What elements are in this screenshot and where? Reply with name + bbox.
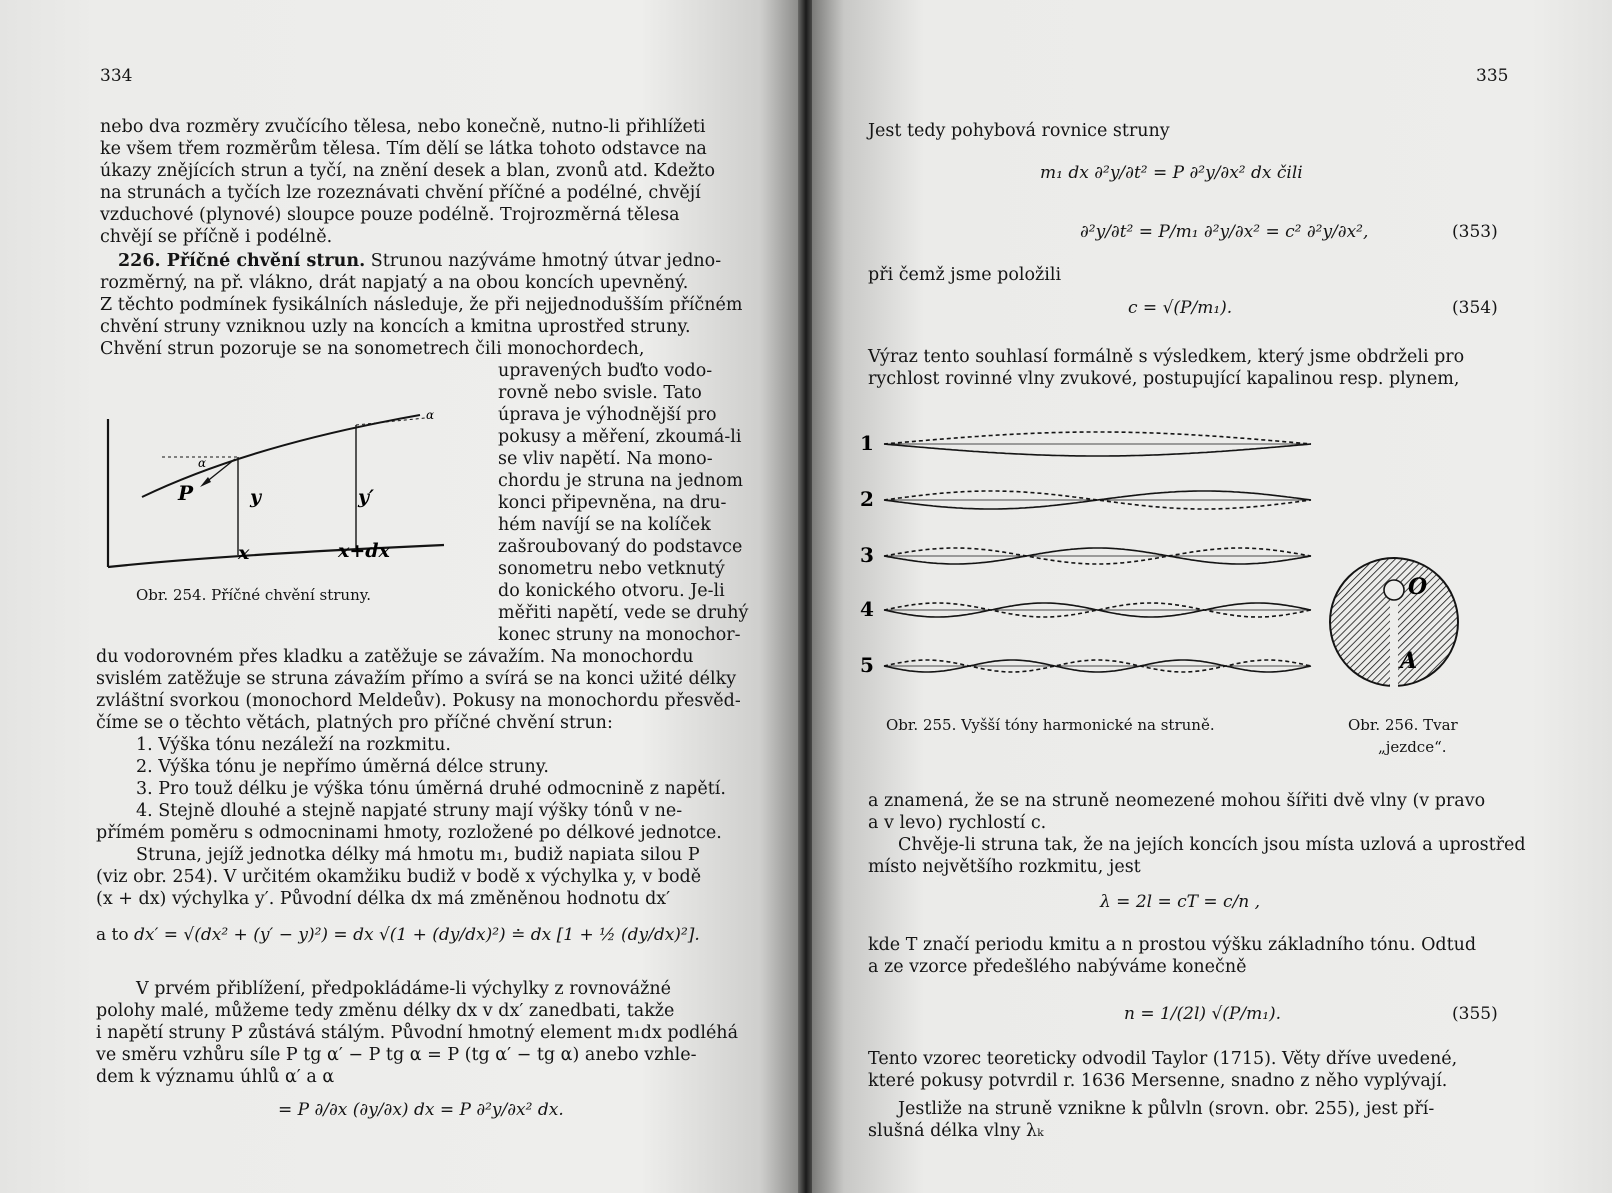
text-line: a znamená, že se na struně neomezené mohou šířiti dvě vlny (v pravo — [868, 791, 1486, 811]
law-item: 4. Stejně dlouhé a stejně napjaté struny mají výšky tónů v ne- — [136, 801, 683, 821]
harmonic-label-1: 1 — [860, 431, 874, 455]
text-line: nebo dva rozměry zvučícího tělesa, nebo konečně, nutno-li přihlížeti — [100, 117, 706, 137]
label-y-prime: y′ — [358, 486, 375, 508]
text-line: přímém poměru s odmocninami hmoty, rozložené po délkové jednotce. — [96, 823, 722, 843]
text-line: Jestliže na struně vznikne k půlvln (srovn. obr. 255), jest pří- — [898, 1099, 1435, 1119]
wrap-line: se vliv napětí. Na mono- — [498, 449, 713, 469]
text-line: ke všem třem rozměrům tělesa. Tím dělí se látka tohoto odstavce na — [100, 139, 707, 159]
figure-256-caption-line1: Obr. 256. Tvar — [1348, 716, 1458, 734]
harmonic-waves — [884, 432, 1311, 672]
equation-lambda: λ = 2l = cT = c/n , — [1100, 892, 1261, 912]
equation-354-number: (354) — [1452, 298, 1498, 318]
figure-254-caption: Obr. 254. Příčné chvění struny. — [136, 586, 371, 604]
text-line: úkazy znějících strun a tyčí, na znění desek a blan, zvonů atd. Kdežto — [100, 161, 715, 181]
wrap-line: hém navíjí se na kolíček — [498, 515, 711, 535]
text-line: (x + dx) výchylka y′. Původní délka dx má změněnou hodnotu dx′ — [96, 889, 671, 909]
wrap-line: sonometru nebo vetknutý — [498, 559, 725, 579]
equation-355-number: (355) — [1452, 1004, 1498, 1024]
label-alpha-top: α — [426, 408, 435, 422]
text-line: Struna, jejíž jednotka délky má hmotu m₁, budiž napiata silou P — [136, 845, 700, 865]
text-line: a ze vzorce předešlého nabýváme konečně — [868, 957, 1247, 977]
harmonic-1-upper — [884, 444, 1311, 456]
equation-354: c = √(P/m₁). — [1128, 298, 1233, 318]
label-alpha-left: α — [198, 456, 207, 470]
equation-353-number: (353) — [1452, 222, 1498, 242]
law-item: 2. Výška tónu je nepřímo úměrná délce struny. — [136, 757, 549, 777]
equation-motion: m₁ dx ∂²y/∂t² = P ∂²y/∂x² dx čili — [1040, 163, 1303, 183]
text-line: rychlost rovinné vlny zvukové, postupující kapalinou resp. plynem, — [868, 369, 1460, 389]
text-line: i napětí struny P zůstává stálým. Původní hmotný element m₁dx podléhá — [96, 1023, 739, 1043]
text-line: místo největšího rozkmitu, jest — [868, 857, 1141, 877]
text-line: které pokusy potvrdil r. 1636 Mersenne, snadno z něho vyplývají. — [868, 1071, 1448, 1091]
text-line: zvláštní svorkou (monochord Meldeův). Pokusy na monochordu přesvěd- — [96, 691, 741, 711]
text-line: Chvěje-li struna tak, že na jejích koncích jsou místa uzlová a uprostřed — [898, 835, 1526, 855]
figure-255-caption: Obr. 255. Vyšší tóny harmonické na struně. — [886, 716, 1215, 734]
equation-353: ∂²y/∂t² = P/m₁ ∂²y/∂x² = c² ∂²y/∂x², — [1080, 222, 1369, 242]
text-line: kde T značí periodu kmitu a n prostou výšku základního tónu. Odtud — [868, 935, 1477, 955]
left-page — [0, 0, 800, 1193]
figure-255 — [856, 420, 1326, 710]
page-number-right: 335 — [1476, 66, 1509, 86]
label-p: P — [178, 481, 194, 505]
wrap-line: upravených buďto vodo- — [498, 361, 713, 381]
text-line: Z těchto podmínek fysikálních následuje, že při nejjednodušším příčném — [100, 295, 743, 315]
harmonic-label-3: 3 — [860, 543, 874, 567]
text-line: ve směru vzhůru síle P tg α′ − P tg α = P (tg α′ − tg α) anebo vzhle- — [96, 1045, 697, 1065]
wrap-line: měřiti napětí, vede se druhý — [498, 603, 749, 623]
label-y: y — [250, 486, 262, 508]
section-line — [118, 250, 721, 272]
wrap-line: konci připevněna, na dru- — [498, 493, 727, 513]
text-line: chvění struny vzniknou uzly na koncích a kmitna uprostřed struny. — [100, 317, 691, 337]
text-line: vzduchové (plynové) sloupce pouze podélně. Trojrozměrná tělesa — [100, 205, 680, 225]
section-line-rest: Strunou nazýváme hmotný útvar jedno- — [370, 251, 722, 271]
wrap-line: pokusy a měření, zkoumá-li — [498, 427, 742, 447]
text-line: Tento vzorec teoreticky odvodil Taylor (1715). Věty dříve uvedené, — [868, 1049, 1458, 1069]
page-number-left: 334 — [100, 66, 133, 86]
law-item: 1. Výška tónu nezáleží na rozkmitu. — [136, 735, 451, 755]
wrap-line: do konického otvoru. Je-li — [498, 581, 725, 601]
text-line: a v levo) rychlostí c. — [868, 813, 1047, 833]
law-item: 3. Pro touž délku je výška tónu úměrná druhé odmocnině z napětí. — [136, 779, 726, 799]
text-line: číme se o těchto větách, platných pro příčné chvění strun: — [96, 713, 613, 733]
equation-dx — [96, 925, 700, 945]
label-x-dx: x+dx — [338, 540, 390, 562]
figure-256 — [1324, 552, 1464, 692]
wrap-line: konec struny na monochor- — [498, 625, 741, 645]
harmonic-label-2: 2 — [860, 487, 874, 511]
text-line: dem k významu úhlů α′ a α — [96, 1067, 335, 1087]
equation-355: n = 1/(2l) √(P/m₁). — [1124, 1004, 1282, 1024]
text-line: polohy malé, můžeme tedy změnu délky dx v dx′ zanedbati, takže — [96, 1001, 675, 1021]
text-line: V prvém přiblížení, předpokládáme-li výchylky z rovnovážné — [136, 979, 671, 999]
text-line: rozměrný, na př. vlákno, drát napjatý a na obou koncích upevněný. — [100, 273, 689, 293]
label-o: O — [1408, 574, 1428, 600]
harmonic-label-4: 4 — [860, 597, 874, 621]
right-page — [812, 0, 1612, 1193]
equation-force: = P ∂/∂x (∂y/∂x) dx = P ∂²y/∂x² dx. — [278, 1100, 564, 1120]
text-line: při čemž jsme položili — [868, 265, 1062, 285]
wrap-line: zašroubovaný do podstavce — [498, 537, 743, 557]
harmonic-1-lower — [884, 432, 1311, 444]
text-line: slušná délka vlny λₖ — [868, 1121, 1044, 1141]
text-line: Výraz tento souhlasí formálně s výsledkem, který jsme obdrželi pro — [868, 347, 1465, 367]
figure-256-caption-line2: „jezdce“. — [1378, 738, 1447, 756]
label-x: x — [238, 542, 250, 564]
text-line: na strunách a tyčích lze rozeznávati chvění příčné a podélné, chvějí — [100, 183, 701, 203]
harmonic-label-5: 5 — [860, 653, 874, 677]
text-line: Chvění strun pozoruje se na sonometrech čili monochordech, — [100, 339, 645, 359]
text-line: Jest tedy pohybová rovnice struny — [868, 121, 1170, 141]
equation-dx-prefix: a to — [96, 925, 129, 945]
figure-254 — [100, 405, 450, 585]
text-line: chvějí se příčně i podélně. — [100, 227, 333, 247]
text-line: du vodorovném přes kladku a zatěžuje se závažím. Na monochordu — [96, 647, 694, 667]
text-line: svislém zatěžuje se struna závažím přímo a svírá se na konci užité délky — [96, 669, 737, 689]
wrap-line: chordu je struna na jednom — [498, 471, 743, 491]
wrap-line: rovně nebo svisle. Tato — [498, 383, 702, 403]
label-a: A — [1400, 648, 1418, 674]
text-line: (viz obr. 254). V určitém okamžiku budiž v bodě x výchylka y, v bodě — [96, 867, 702, 887]
wrap-line: úprava je výhodnější pro — [498, 405, 717, 425]
equation-dx-body: dx′ = √(dx² + (y′ − y)²) = dx √(1 + (dy/dx)²) ≐ dx [1 + ½ (dy/dx)²]. — [134, 925, 700, 945]
axis-lines — [108, 419, 444, 567]
section-heading: 226. Příčné chvění strun. — [118, 251, 366, 271]
